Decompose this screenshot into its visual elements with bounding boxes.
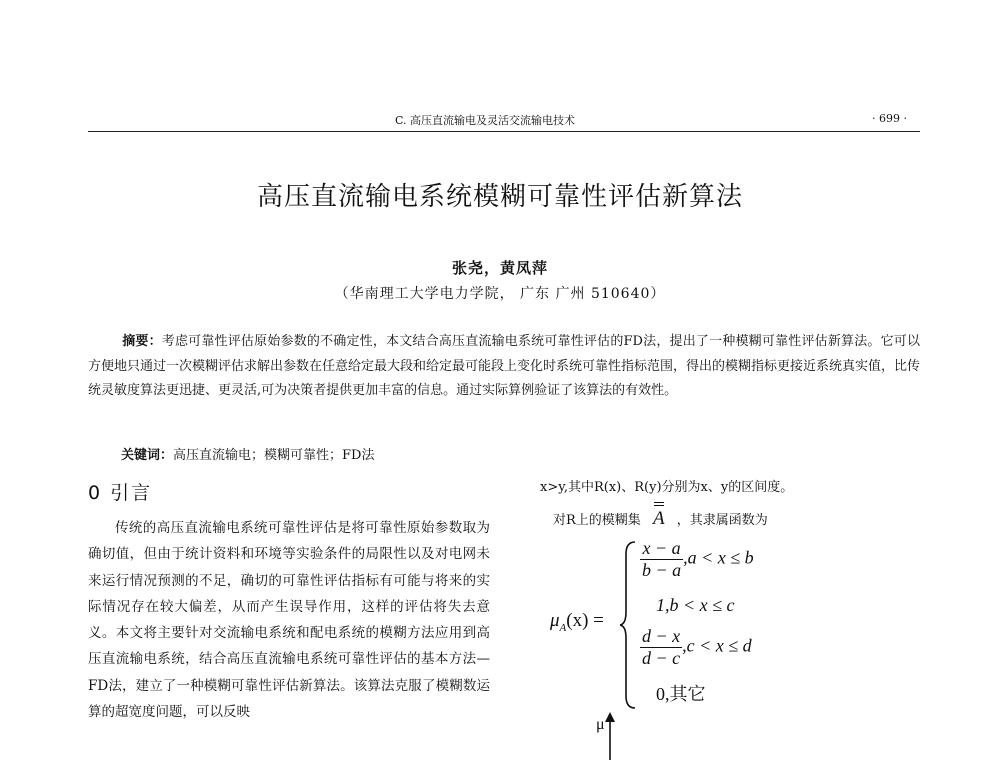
figure-axis-label: μ xyxy=(596,716,605,733)
formula-brace xyxy=(620,540,640,710)
abstract xyxy=(88,330,920,404)
running-header xyxy=(0,112,1000,134)
formula-case-4: 0,其它 xyxy=(656,684,706,704)
membership-function-lhs: $\mu_A(x)$ = xyxy=(550,610,604,634)
formula-case-2: 1,b < x ≤ c xyxy=(656,595,735,615)
fuzzy-set-symbol: A xyxy=(653,508,665,530)
abstract-label: 摘要： xyxy=(122,334,162,349)
page-number: · 699 · xyxy=(872,112,907,125)
membership-intro-prefix: 对R上的模糊集 xyxy=(553,513,641,528)
formula-case-1: $\frac{x - a}{b - a}$ ,a < x ≤ b xyxy=(642,538,754,580)
section-heading: 0 引言 xyxy=(88,482,153,504)
keywords-text: 高压直流输电；模糊可靠性；FD法 xyxy=(173,448,375,463)
header-rule xyxy=(88,131,920,132)
membership-intro-suffix: ，其隶属函数为 xyxy=(676,513,768,528)
formula-case-3: $\frac{d - x}{d - c}$ ,c < x ≤ d xyxy=(642,626,752,668)
paper-authors: 张尧，黄凤萍 xyxy=(451,259,548,277)
interval-definition-text: x>y,其中R(x)、R(y)分别为x、y的区间度。 xyxy=(540,480,794,495)
running-title: C. 高压直流输电及灵活交流输电技术 xyxy=(395,114,576,127)
abstract-text: 考虑可靠性评估原始参数的不确定性，本文结合高压直流输电系统可靠性评估的FD法，提出了一种模糊可靠性评估新算法。它可以方便地只通过一次模糊评估求解出参数在任意给定最大段和给定最可能段上变化时系统可靠性指标范围，得出的模糊指标更接近系统真实值，比传统灵敏度算法更迅捷、更灵活,可为决策者提供更加丰富的信息。通过实际算例验证了该算法的有效性。 xyxy=(88,334,921,398)
keywords-label: 关键词： xyxy=(121,448,174,463)
paper-title: 高压直流输电系统模糊可靠性评估新算法 xyxy=(256,182,743,212)
intro-paragraph: 传统的高压直流输电系统可靠性评估是将可靠性原始参数取为确切值，但由于统计资料和环境等实验条件的局限性以及对电网未来运行情况预测的不足，确切的可靠性评估指标有可能与将来的实际情况存在较大偏差，从而产生误导作用，这样的评估将失去意义。本文将主要针对交流输电系统和配电系统的模糊方法应用到高压直流输电系统，结合高压直流输电系统可靠性评估的基本方法—FD法，建立了一种模糊可靠性评估新算法。该算法克服了模糊数运算的超宽度问题，可以反映 xyxy=(88,520,490,721)
paper-affiliation: （华南理工大学电力学院， 广东 广州 510640） xyxy=(334,286,666,302)
figure-y-axis xyxy=(603,712,617,760)
membership-intro-text xyxy=(553,508,768,530)
keywords xyxy=(121,446,921,466)
